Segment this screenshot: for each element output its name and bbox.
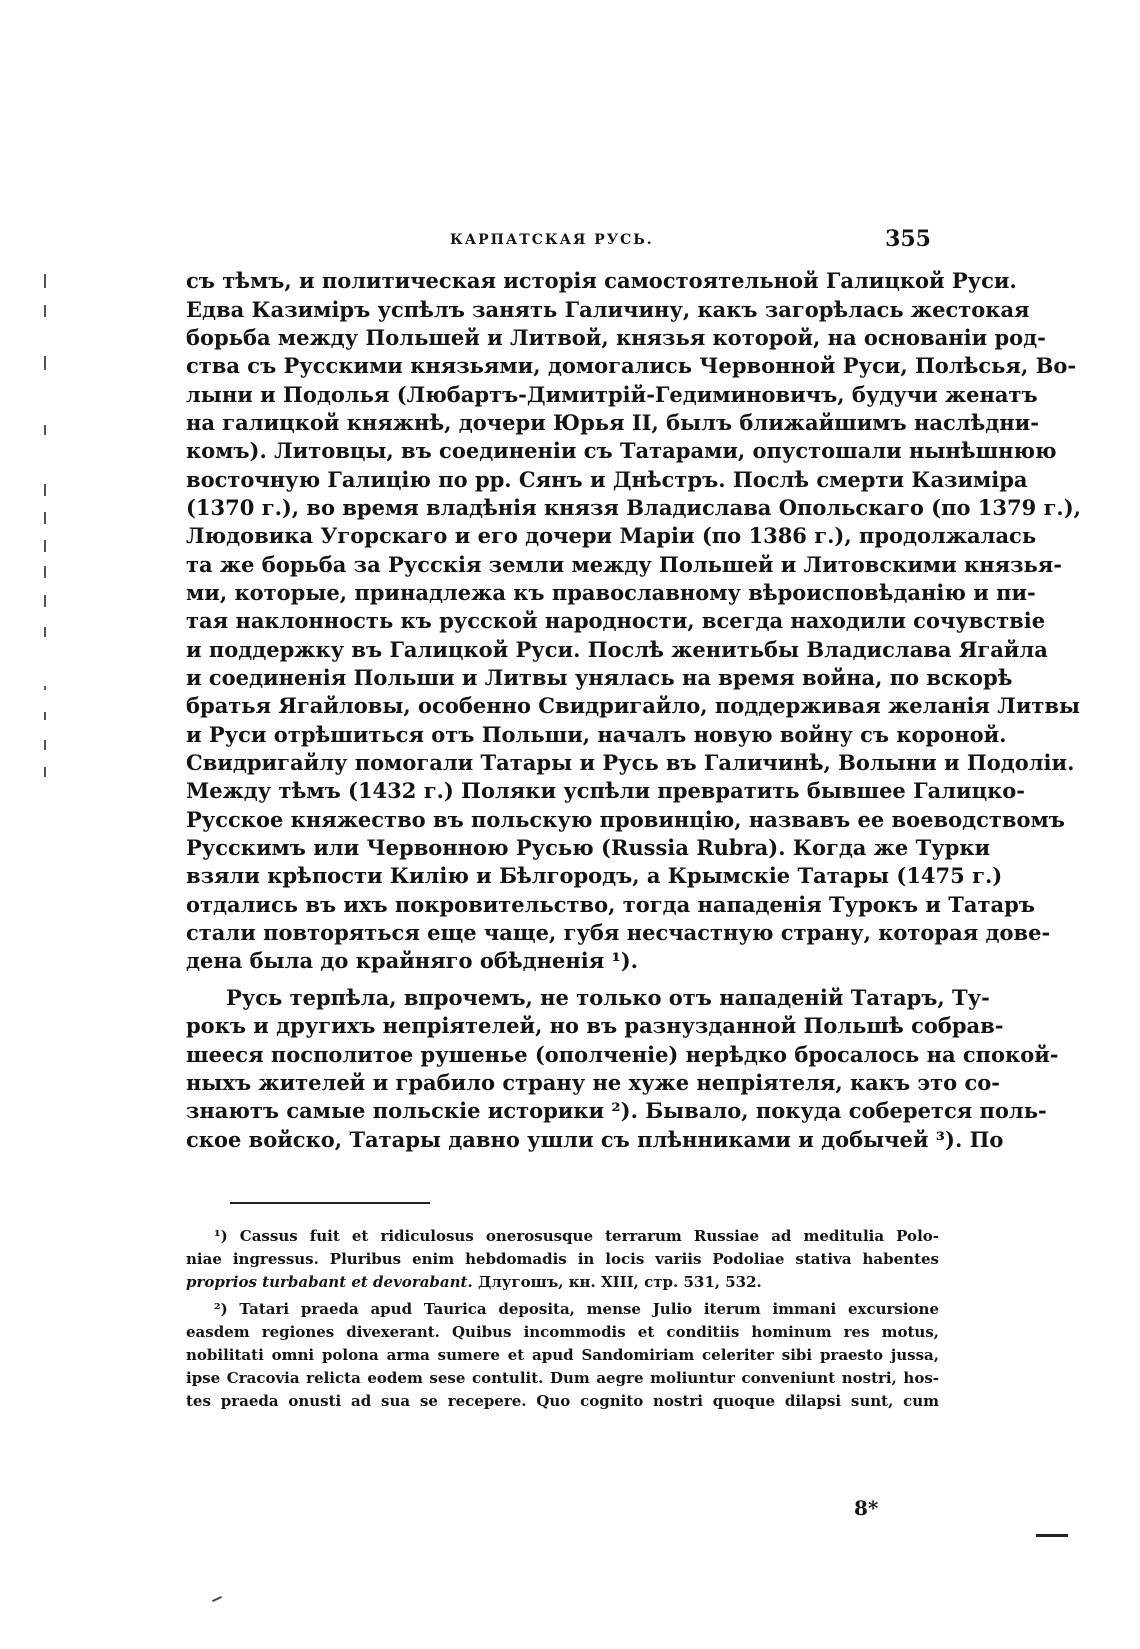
body-line: Между тѣмъ (1432 г.) Поляки успѣли превратить бывшее Галицко-	[186, 778, 1025, 803]
body-line: знаютъ самые польскіе историки ²). Бывало, покуда соберется поль-	[186, 1098, 1047, 1123]
footnote-line: ¹) Cassus fuit et ridiculosus onerosusque terrarum Russiae ad meditulia Polo-	[214, 1227, 939, 1245]
footnote-line: niae ingressus. Pluribus enim hebdomadis in locis variis Podoliae stativa habentes	[186, 1250, 939, 1268]
margin-mark	[44, 484, 46, 496]
body-line: лыни и Подолья (Любартъ-Димитрій-Гедиминовичъ, будучи женатъ	[186, 382, 1038, 407]
body-line: Едва Казиміръ успѣлъ занять Галичину, какъ загорѣлась жестокая	[186, 297, 1030, 322]
footnote-line: tes praeda onusti ad sua se recepere. Quo cognito nostri quoque dilapsi sunt, cum	[186, 1392, 939, 1410]
footnote-italic: proprios turbabant et devorabant.	[186, 1273, 473, 1291]
body-line: ми, которые, принадлежа къ православному вѣроисповѣданію и пи-	[186, 580, 1036, 605]
footnote-line	[186, 1272, 939, 1292]
scan-stray-mark	[212, 1596, 222, 1602]
body-line: борьба между Польшей и Литвой, князья которой, на основаніи род-	[186, 325, 1046, 350]
body-line: взяли крѣпости Килію и Бѣлгородъ, а Крымскіе Татары (1475 г.)	[186, 863, 1003, 888]
body-line: та же борьба за Русскія земли между Польшей и Литовскими князья-	[186, 552, 1062, 577]
body-line: и Руси отрѣшиться отъ Польши, началъ новую войну съ короной.	[186, 722, 1007, 747]
margin-mark	[44, 540, 46, 552]
body-line: стали повторяться еще чаще, губя несчастную страну, которая дове-	[186, 920, 1051, 945]
body-line: и поддержку въ Галицкой Руси. Послѣ женитьбы Владислава Ягайла	[186, 637, 1048, 662]
body-line: шееся посполитое рушенье (ополченіе) нерѣдко бросалось на спокой-	[186, 1042, 1059, 1067]
body-line: дена была до крайняго обѣдненія ¹).	[186, 948, 638, 973]
signature-mark: 8*	[854, 1496, 879, 1520]
body-line: Людовика Угорскаго и его дочери Маріи (по 1386 г.), продолжалась	[186, 523, 1037, 548]
body-line: тая наклонность къ русской народности, всегда находили сочувствіе	[186, 608, 1046, 633]
footnote-citation: Длугошъ, кн. XIII, стр. 531, 532.	[477, 1273, 762, 1291]
footnote-separator	[230, 1202, 430, 1204]
running-head	[186, 228, 939, 260]
body-line: и соединенія Польши и Литвы унялась на время война, по вскорѣ	[186, 665, 1013, 690]
margin-mark	[44, 512, 46, 524]
margin-mark	[44, 686, 46, 690]
margin-mark	[44, 356, 46, 370]
body-line: Русское княжество въ польскую провинцію, назвавъ ее воеводствомъ	[186, 807, 1065, 832]
body-line: ства съ Русскими князьями, домогались Червонной Руси, Полѣсья, Во-	[186, 353, 1077, 378]
body-line: ныхъ жителей и грабило страну не хуже непріятеля, какъ это со-	[186, 1070, 1000, 1095]
margin-mark	[44, 627, 46, 637]
margin-mark	[44, 740, 46, 750]
margin-mark	[44, 566, 46, 578]
margin-mark	[44, 305, 46, 317]
body-line: ское войско, Татары давно ушли съ плѣнниками и добычей ³). По	[186, 1127, 1004, 1152]
body-line: отдались въ ихъ покровительство, тогда нападенія Турокъ и Татаръ	[186, 892, 1035, 917]
body-line: съ тѣмъ, и политическая исторія самостоятельной Галицкой Руси.	[186, 268, 1017, 293]
footnote-line: nobilitati omni polona arma sumere et apud Sandomiriam celeriter sibi praesto jussa,	[186, 1346, 939, 1364]
body-line: восточную Галицію по рр. Сянъ и Днѣстръ. Послѣ смерти Казиміра	[186, 467, 1028, 492]
body-line: (1370 г.), во время владѣнія князя Владислава Опольскаго (по 1379 г.),	[186, 495, 1081, 520]
margin-mark	[44, 712, 46, 720]
page-number: 355	[885, 226, 931, 252]
footnote-line: easdem regiones divexerant. Quibus incommodis et conditiis hominum res motus,	[186, 1323, 939, 1341]
body-line: на галицкой княжнѣ, дочери Юрья II, былъ ближайшимъ наслѣдни-	[186, 410, 1039, 435]
body-line: братья Ягайловы, особенно Свидригайло, поддерживая желанія Литвы	[186, 693, 1081, 718]
margin-mark	[44, 767, 46, 777]
body-line: рокъ и другихъ непріятелей, но въ разнузданной Польшѣ собрав-	[186, 1013, 1004, 1038]
footnote-line: ipse Cracovia relicta eodem sese contulit. Dum aegre moliuntur conveniunt nostri, hos-	[186, 1369, 939, 1387]
margin-mark	[44, 425, 46, 435]
footnote-line: ²) Tatari praeda apud Taurica deposita, mense Julio iterum immani excursione	[214, 1300, 939, 1318]
margin-mark	[44, 274, 46, 288]
scan-dash-mark	[1036, 1534, 1068, 1537]
body-line: Русскимъ или Червонною Русью (Russia Rubra). Когда же Турки	[186, 835, 991, 860]
body-line: Свидригайлу помогали Татары и Русь въ Галичинѣ, Волыни и Подоліи.	[186, 750, 1075, 775]
body-line: Русь терпѣла, впрочемъ, не только отъ нападеній Татаръ, Ту-	[226, 985, 990, 1010]
margin-mark	[44, 595, 46, 607]
running-title: КАРПАТСКАЯ РУСЬ.	[450, 232, 654, 248]
body-line: комъ). Литовцы, въ соединеніи съ Татарами, опустошали нынѣшнюю	[186, 438, 1057, 463]
